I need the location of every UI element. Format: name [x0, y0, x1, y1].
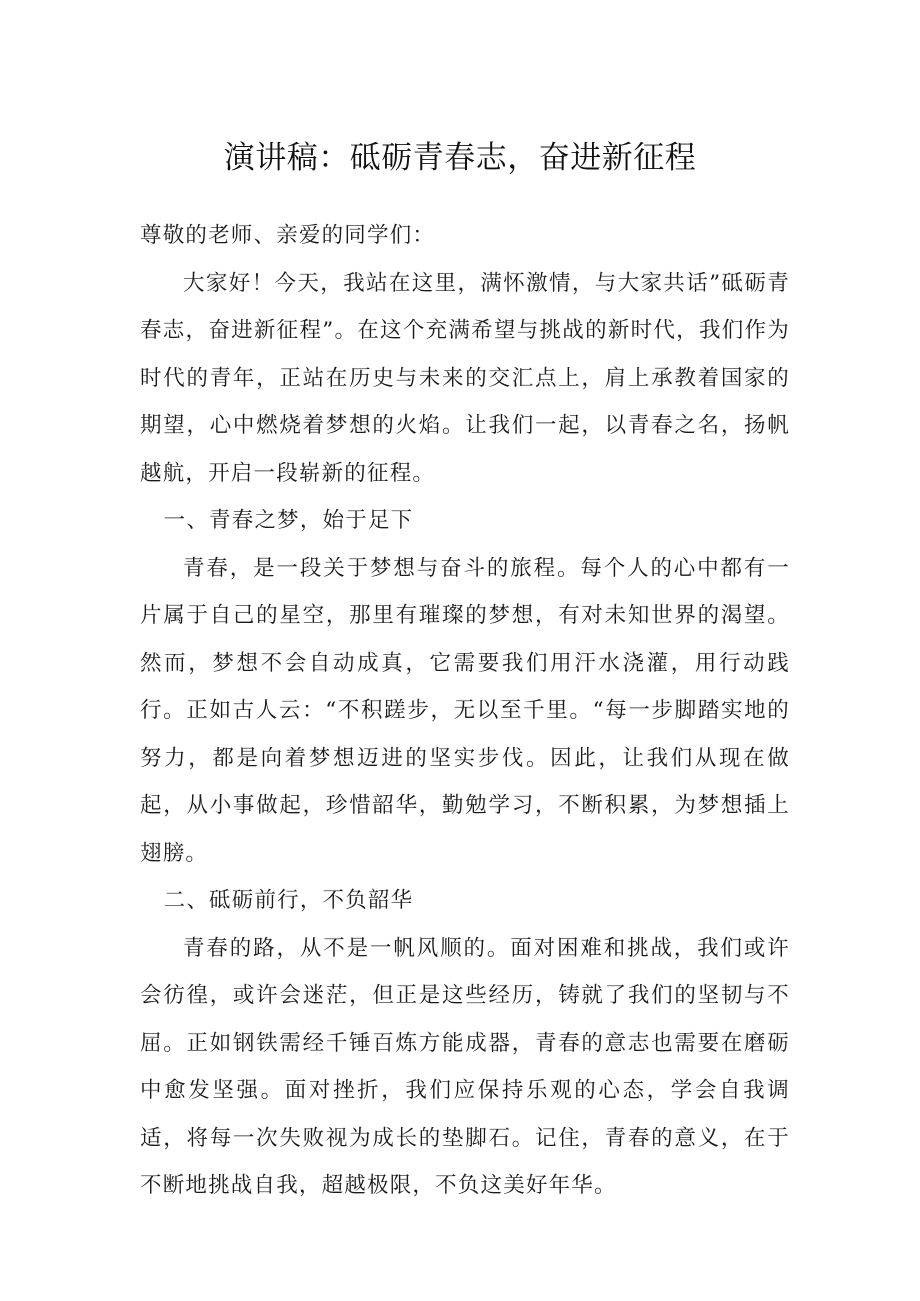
section-1-paragraph: 青春，是一段关于梦想与奋斗的旅程。每个人的心中都有一片属于自己的星空，那里有璀璨的梦想，有对未知世界的渴望。然而，梦想不会自动成真，它需要我们用汗水浇灌，用行动践行。正如古人云：“不积蹉步，无以至千里。“每一步脚踏实地的努力，都是向着梦想迈进的坚实步伐。因此，让我们从现在做起，从小事做起，珍惜韶华，勤勉学习，不断积累，为梦想插上翅膀。 — [140, 555, 790, 866]
document-title: 演讲稿：砥砺青春志，奋进新征程 — [223, 140, 697, 176]
section-heading-1: 一、青春之梦，始于足下 — [163, 508, 414, 533]
salutation: 尊敬的老师、亲爱的同学们： — [140, 223, 436, 248]
section-heading-2: 二、砥砺前行，不负韶华 — [163, 888, 414, 913]
section-2-paragraph: 青春的路，从不是一帆风顺的。面对困难和挑战，我们或许会彷徨，或许会迷茫，但正是这些经历，铸就了我们的坚韧与不屈。正如钢铁需经千锤百炼方能成器，青春的意志也需要在磨砺中愈发坚强。面对挫折，我们应保持乐观的心态，学会自我调适，将每一次失败视为成长的垫脚石。记住，青春的意义，在于不断地挑战自我，超越极限，不负这美好年华。 — [140, 935, 790, 1198]
document-body — [140, 212, 790, 1210]
intro-paragraph: 大家好！今天，我站在这里，满怀激情，与大家共话”砥砺青春志，奋进新征程”。在这个充满希望与挑战的新时代，我们作为时代的青年，正站在历史与未来的交汇点上，肩上承教着国家的期望，心中燃烧着梦想的火焰。让我们一起，以青春之名，扬帆越航，开启一段崭新的征程。 — [140, 270, 790, 486]
